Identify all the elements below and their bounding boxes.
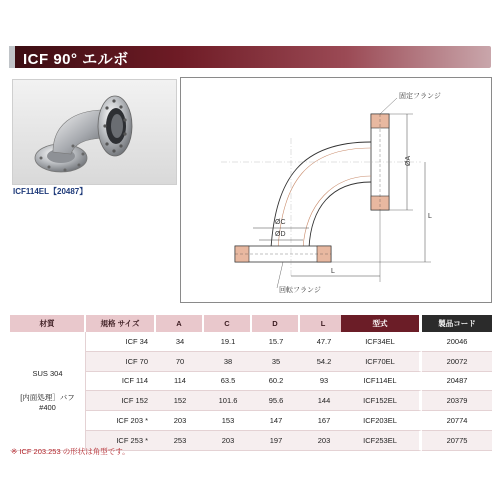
size-cell: ICF 152 [86,391,156,411]
header-product-code: 製品コード [422,315,492,332]
title-bar [9,46,491,68]
title-accent [9,46,15,68]
footnote: ※ ICF 203.253 の形状は角型です。 [11,447,130,456]
header-size: 規格 サイズ [86,315,156,332]
table-row [341,352,492,372]
l-cell: 203 [300,431,348,451]
page-title: ICF 90° エルボ [23,51,129,68]
table-row [341,332,492,352]
technical-drawing [180,77,492,303]
size-cell: ICF 114 [86,372,156,392]
model-cell: ICF152EL [341,391,422,411]
a-cell: 152 [156,391,204,411]
rotating-flange-label: 回転フランジ [279,287,321,294]
header-d: D [252,315,300,332]
elbow-photo-image [13,80,176,184]
header-l: L [300,315,348,332]
c-cell: 153 [204,411,252,431]
code-cell: 20379 [422,391,492,411]
c-cell: 101.6 [204,391,252,411]
d-cell: 95.6 [252,391,300,411]
fixed-flange-label: 固定フランジ [399,93,441,100]
a-cell: 70 [156,352,204,372]
d-cell: 147 [252,411,300,431]
code-cell: 20774 [422,411,492,431]
table-row [341,431,492,451]
size-cell: ICF 253 * [86,431,156,451]
dim-c-label: ØC [275,219,286,226]
l-cell: 93 [300,372,348,392]
spec-header-row [10,315,348,332]
a-cell: 203 [156,411,204,431]
header-c: C [204,315,252,332]
photo-caption: ICF114EL【20487】 [13,187,88,196]
material-line1: SUS 304 [32,369,63,379]
material-line2: [内面処理］バフ #400 [20,393,75,413]
c-cell: 63.5 [204,372,252,392]
material-cell [10,332,86,451]
size-cell: ICF 70 [86,352,156,372]
a-cell: 34 [156,332,204,352]
table-row [341,372,492,392]
a-cell: 114 [156,372,204,392]
dim-a-label: ØA [405,155,412,166]
l-cell: 144 [300,391,348,411]
dim-d-label: ØD [275,231,286,238]
size-cell: ICF 34 [86,332,156,352]
l-cell: 54.2 [300,352,348,372]
header-model: 型式 [341,315,422,332]
table-row [341,411,492,431]
code-cell: 20046 [422,332,492,352]
dim-l-vertical-label: L [428,213,432,220]
c-cell: 203 [204,431,252,451]
size-cell: ICF 203 * [86,411,156,431]
code-cell: 20487 [422,372,492,392]
dim-l-horizontal-label: L [331,268,335,275]
l-cell: 47.7 [300,332,348,352]
table-row [341,391,492,411]
table-row [10,332,348,352]
c-cell: 38 [204,352,252,372]
code-cell: 20072 [422,352,492,372]
a-cell: 253 [156,431,204,451]
model-cell: ICF203EL [341,411,422,431]
l-cell: 167 [300,411,348,431]
product-code-table [341,315,492,451]
code-header-row [341,315,492,332]
header-material: 材質 [10,315,86,332]
code-cell: 20775 [422,431,492,451]
spec-table [10,315,348,451]
product-photo [12,79,177,185]
model-cell: ICF34EL [341,332,422,352]
header-a: A [156,315,204,332]
elbow-diagram [181,78,491,302]
model-cell: ICF70EL [341,352,422,372]
model-cell: ICF114EL [341,372,422,392]
d-cell: 197 [252,431,300,451]
d-cell: 60.2 [252,372,300,392]
c-cell: 19.1 [204,332,252,352]
d-cell: 15.7 [252,332,300,352]
d-cell: 35 [252,352,300,372]
model-cell: ICF253EL [341,431,422,451]
